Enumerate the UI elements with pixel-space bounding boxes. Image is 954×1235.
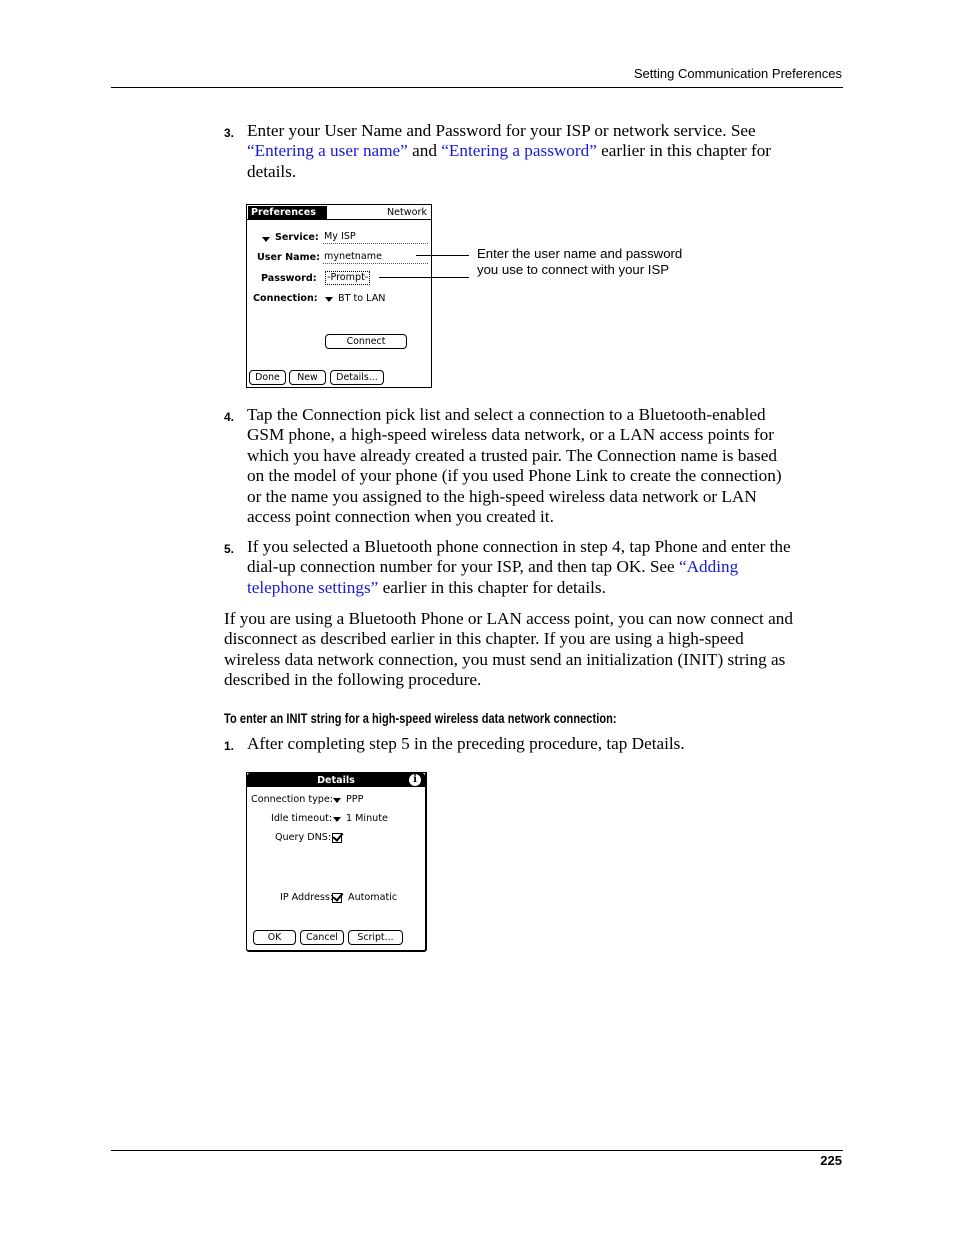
service-label: Service: (275, 232, 319, 243)
title-rule (247, 219, 431, 220)
idle-timeout-value[interactable]: 1 Minute (346, 813, 388, 824)
body-paragraph: If you are using a Bluetooth Phone or LAN access point, you can now connect and disconnect as described earlier in this chapter. If you are using a high-speed wireless data network connection, you must send an initialization (INIT) string as described in the following procedure. (224, 609, 793, 690)
step-3-text (247, 121, 847, 182)
connection-dropdown-arrow-icon[interactable] (325, 297, 333, 302)
idle-timeout-dropdown-arrow-icon[interactable] (333, 817, 341, 822)
step-4-text: Tap the Connection pick list and select a connection to a Bluetooth-enabled GSM phone, a high-speed wireless data network, or a LAN access points for which you have already created a trusted pair. The Connection name is based on the model of your phone (if you used Phone Link to create the connection) or the name you assigned to the high-speed wireless data network or LAN access point connection when you created it. (247, 405, 782, 527)
step-number: 1. (224, 739, 235, 753)
connect-button[interactable]: Connect (325, 334, 407, 349)
service-value[interactable]: My ISP (324, 231, 356, 242)
ok-button[interactable]: OK (253, 930, 296, 945)
callout-line-password (379, 277, 469, 278)
running-header: Setting Communication Preferences (633, 66, 842, 81)
link-entering-password[interactable]: “Entering a password” (441, 141, 597, 161)
network-preferences-screen (246, 204, 432, 388)
ip-address-label: IP Address: (280, 892, 334, 903)
step-5-text: If you selected a Bluetooth phone connection in step 4, tap Phone and enter the dial-up connection number for your ISP, and then tap OK. See “Adding telephone settings” earlier in this chapter for details. (247, 537, 791, 597)
query-dns-checkbox-icon[interactable] (332, 833, 342, 843)
step-3-line-1: Enter your User Name and Password for your ISP or network service. See (247, 121, 756, 140)
connection-type-value[interactable]: PPP (346, 794, 364, 805)
link-entering-user-name[interactable]: “Entering a user name” (247, 141, 408, 161)
procedure-step-1-text: After completing step 5 in the preceding procedure, tap Details. (247, 734, 685, 753)
connection-label: Connection: (253, 293, 318, 304)
connection-value[interactable]: BT to LAN (338, 293, 386, 304)
panel-name: Network (386, 207, 427, 218)
title-tab: Preferences (248, 206, 327, 219)
username-label: User Name: (257, 252, 320, 263)
query-dns-label: Query DNS: (275, 832, 332, 843)
callout-text: Enter the user name and password you use to connect with your ISP (477, 246, 683, 277)
details-button[interactable]: Details... (330, 370, 384, 385)
footer-rule (111, 1150, 843, 1151)
script-button[interactable]: Script... (348, 930, 403, 945)
connection-type-label: Connection type: (251, 794, 333, 805)
idle-timeout-label: Idle timeout: (271, 813, 333, 824)
page-number: 225 (820, 1153, 842, 1168)
details-title: Details (317, 775, 355, 786)
username-field[interactable]: mynetname (324, 251, 382, 262)
done-button[interactable]: Done (249, 370, 286, 385)
step-number: 3. (224, 126, 235, 140)
ip-address-checkbox-icon[interactable] (332, 893, 342, 903)
ip-address-value: Automatic (348, 892, 398, 903)
details-screen (246, 772, 427, 952)
password-field[interactable]: -Prompt- (327, 272, 369, 283)
header-rule (111, 87, 843, 88)
new-button[interactable]: New (289, 370, 326, 385)
link-adding-telephone-settings-cont[interactable]: telephone settings” (247, 577, 379, 597)
procedure-heading: To enter an INIT string for a high-speed wireless data network connection: (224, 711, 617, 726)
step-number: 4. (224, 410, 235, 424)
password-label: Password: (261, 273, 317, 284)
service-dropdown-arrow-icon[interactable] (262, 237, 270, 242)
step-3-line-3: details. (247, 161, 297, 181)
cancel-button[interactable]: Cancel (300, 930, 344, 945)
step-number: 5. (224, 542, 235, 556)
link-adding-telephone-settings[interactable]: “Adding (678, 557, 739, 577)
step-3-line-2: “Entering a user name” and “Entering a password” earlier in this chapter for (247, 141, 772, 161)
connection-type-dropdown-arrow-icon[interactable] (333, 798, 341, 803)
username-underline (323, 263, 428, 264)
info-icon[interactable]: i (409, 774, 421, 786)
service-underline (323, 243, 428, 244)
callout-line-username (416, 255, 469, 256)
